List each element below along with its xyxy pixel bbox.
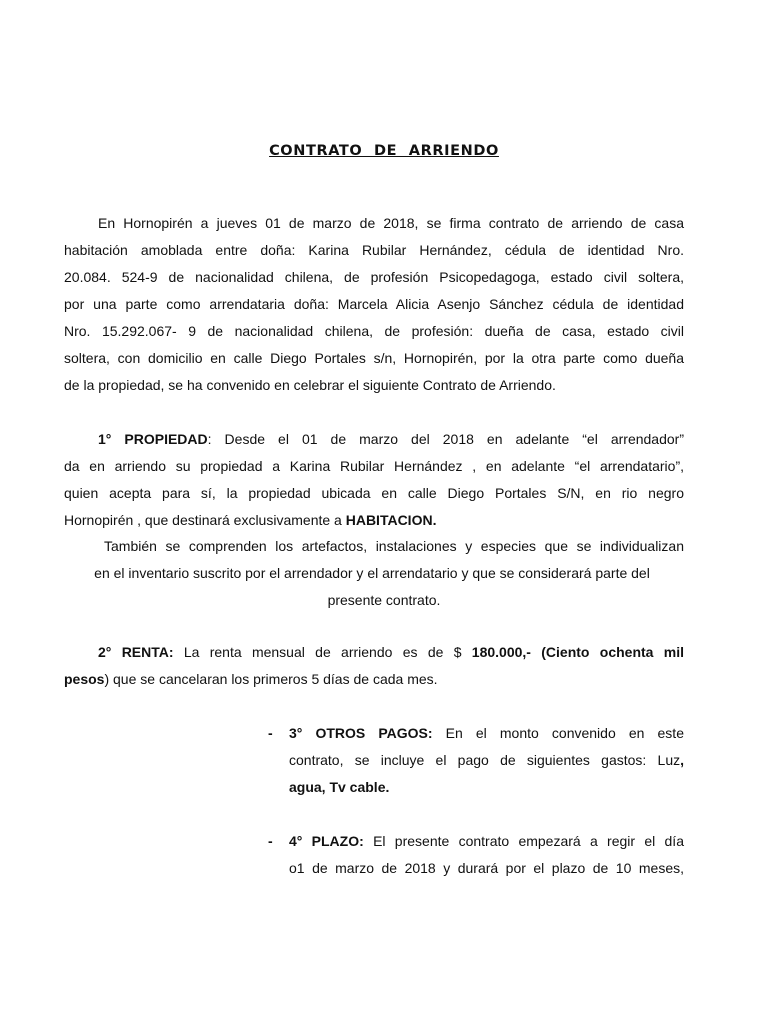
clause3-line-2 xyxy=(289,752,684,768)
clause2-heading: 2° RENTA: xyxy=(98,644,174,660)
clause4-bullet: - xyxy=(268,833,273,849)
intro-line-6: soltera, con domicilio en calle Diego Portales s/n, Hornopirén, por la otra parte como dueña xyxy=(64,350,684,366)
clause2-amount: 180.000,- (Ciento ochenta mil xyxy=(471,644,684,660)
clause4-heading: 4° PLAZO: xyxy=(289,833,364,849)
clause1-line-4 xyxy=(64,512,684,528)
intro-line-7: de la propiedad, se ha convenido en celebrar el siguiente Contrato de Arriendo. xyxy=(64,377,556,393)
clause3-line-3 xyxy=(289,779,684,795)
clause2-line-2 xyxy=(64,671,684,687)
clause1-line4-text: Hornopirén , que destinará exclusivamente a xyxy=(64,512,346,528)
clause1-line-2: da en arriendo su propiedad a Karina Rubilar Hernández , en adelante “el arrendatario”, xyxy=(64,458,684,474)
clause1-heading: 1° PROPIEDAD xyxy=(98,431,208,447)
clause1-extra-line-2: en el inventario suscrito por el arrendador y el arrendatario y que se considerará parte del xyxy=(94,565,650,581)
clause3-bullet: - xyxy=(268,725,273,741)
clause4-line1-text: El presente contrato empezará a regir el día xyxy=(363,833,684,849)
clause1-line1-text: : Desde el 01 de marzo del 2018 en adelante “el arrendador” xyxy=(207,431,684,447)
clause3-line2-bold: , xyxy=(680,752,684,768)
intro-line-5: Nro. 15.292.067- 9 de nacionalidad chilena, de profesión: dueña de casa, estado civil xyxy=(64,323,684,339)
clause4-line-1 xyxy=(289,833,684,849)
intro-line-3: 20.084. 524-9 de nacionalidad chilena, de profesión Psicopedagoga, estado civil soltera, xyxy=(64,269,684,285)
clause1-extra-line-1: También se comprenden los artefactos, instalaciones y especies que se individualizan xyxy=(104,538,684,554)
clause1-line-1 xyxy=(98,431,684,447)
clause2-line1-text: La renta mensual de arriendo es de $ xyxy=(173,644,472,660)
clause3-line2-text: contrato, se incluye el pago de siguientes gastos: Luz xyxy=(289,752,681,768)
clause2-line-1 xyxy=(98,644,684,660)
clause4-line-2: o1 de marzo de 2018 y durará por el plazo de 10 meses, xyxy=(289,860,684,876)
clause1-extra-line-3: presente contrato. xyxy=(327,592,441,608)
clause3-line3-bold: agua, Tv cable. xyxy=(289,779,390,795)
clause2-line2-text: ) que se cancelaran los primeros 5 días de cada mes. xyxy=(104,671,438,687)
clause1-line-3: quien acepta para sí, la propiedad ubicada en calle Diego Portales S/N, en rio negro xyxy=(64,485,684,501)
intro-line-1: En Hornopirén a jueves 01 de marzo de 2018, se firma contrato de arriendo de casa xyxy=(98,215,684,231)
clause1-line4-bold: HABITACION. xyxy=(345,512,437,528)
intro-line-2: habitación amoblada entre doña: Karina Rubilar Hernández, cédula de identidad Nro. xyxy=(64,242,684,258)
clause2-line2-bold: pesos xyxy=(64,671,105,687)
clause3-line1-text: En el monto convenido en este xyxy=(432,725,684,741)
intro-line-4: por una parte como arrendataria doña: Marcela Alicia Asenjo Sánchez cédula de identidad xyxy=(64,296,684,312)
contract-title: CONTRATO DE ARRIENDO xyxy=(269,143,499,159)
clause3-heading: 3° OTROS PAGOS: xyxy=(289,725,433,741)
clause3-line-1 xyxy=(289,725,684,741)
